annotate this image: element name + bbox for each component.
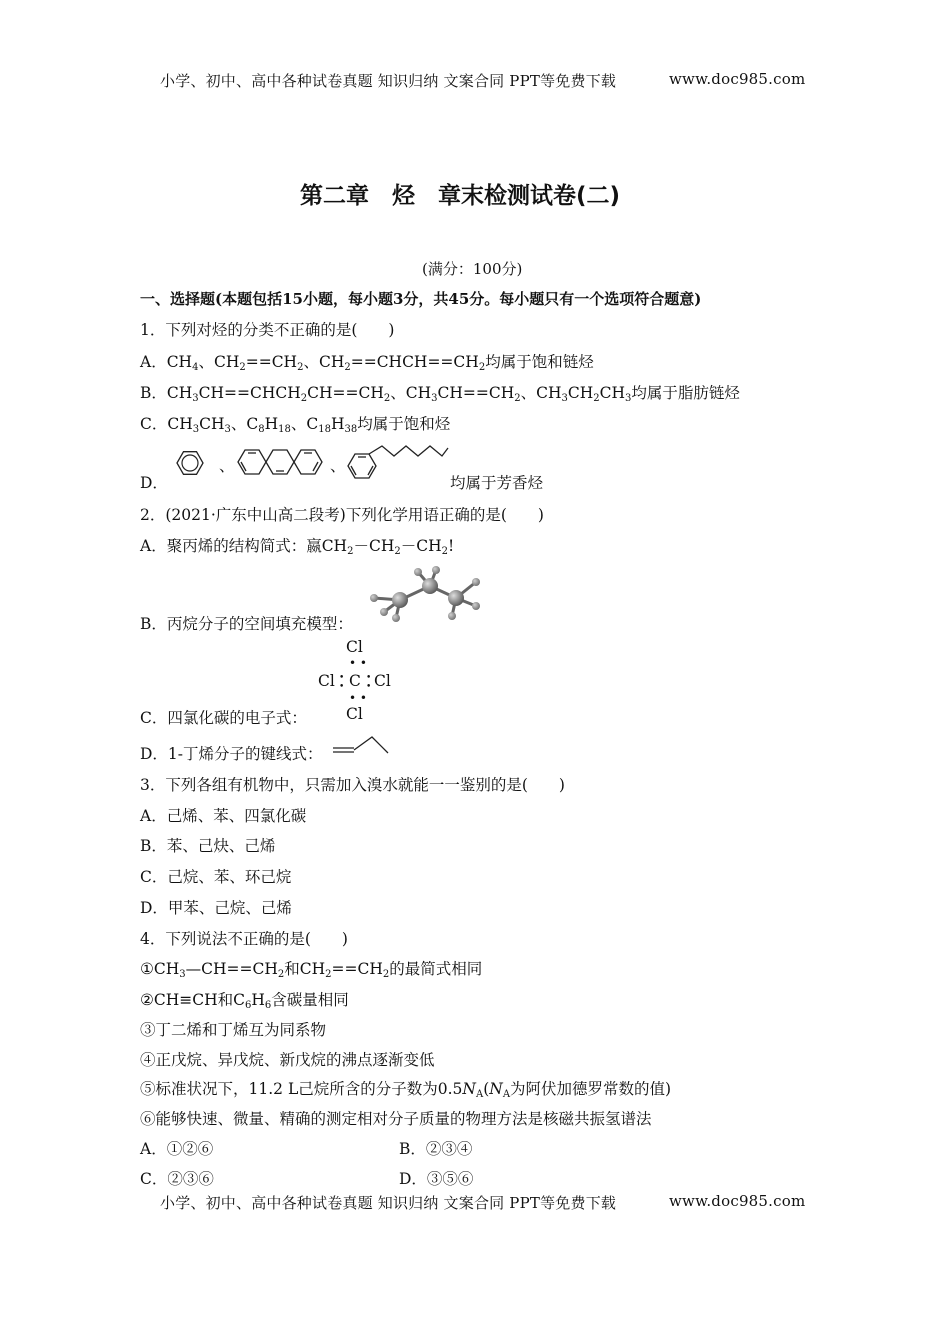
q2-option-b: B．丙烷分子的空间填充模型： <box>140 615 353 633</box>
q4-statement-2: ②CH≡CH和$C_6H_6$含碳量相同 <box>140 991 349 1011</box>
q1-option-a: A．$CH_4$、$CH_2==CH_2$、$CH_2==CHCH==CH_2$均属于饱和链烃 <box>140 353 594 373</box>
q2-stem: 2．(2021·广东中山高二段考)下列化学用语正确的是( ) <box>140 506 544 524</box>
butene-skeletal-formula <box>330 734 392 758</box>
q3-option-d: D．甲苯、己烷、己烯 <box>140 899 292 917</box>
q1-option-c: C．$CH_3CH_3$、$C_8H_{18}$、$C_{18}H_{38}$均属于饱和烃 <box>140 415 451 435</box>
q2-option-d: D．1-丁烯分子的键线式： <box>140 745 323 763</box>
q4-option-b: B．②③④ <box>399 1140 473 1158</box>
q4-statement-4: ④正戊烷、异戊烷、新戊烷的沸点逐渐变低 <box>140 1051 435 1069</box>
q4-option-d: D．③⑤⑥ <box>399 1170 474 1188</box>
q4-stem: 4．下列说法不正确的是( ) <box>140 930 348 948</box>
ccl4-dots-bottom: • • <box>349 691 367 705</box>
benzene-structure <box>166 442 214 484</box>
q4-option-a: A．①②⑥ <box>140 1140 214 1158</box>
alkylbenzene-structure <box>344 436 452 488</box>
q3-option-c: C．己烷、苯、环己烷 <box>140 868 292 886</box>
ccl4-dots-top: • • <box>349 656 367 670</box>
q3-option-b: B．苯、己炔、己烯 <box>140 837 276 855</box>
ccl4-cl-bottom: Cl <box>346 705 363 723</box>
q2-option-a: A．聚丙烯的结构简式：嬴$CH_2-CH_2-CH_2$! <box>140 537 455 557</box>
ccl4-cl-top: Cl <box>346 638 363 656</box>
ccl4-cl-right: Cl <box>374 672 391 690</box>
q1-option-b: B．$CH_3CH==CHCH_2CH==CH_2$、$CH_3CH==CH_2$、$CH_3CH_2CH_3$均属于脂肪链烃 <box>140 384 740 404</box>
q1-option-d-label: D． <box>140 474 168 492</box>
header-promo-text: 小学、初中、高中各种试卷真题 知识归纳 文案合同 PPT等免费下载 <box>160 72 617 90</box>
propane-space-filling-model <box>364 562 488 626</box>
q4-statement-3: ③丁二烯和丁烯互为同系物 <box>140 1021 327 1039</box>
page-title: 第二章 烃 章末检测试卷(二) <box>300 183 621 209</box>
q1-d-separator-1: 、 <box>219 457 235 475</box>
q4-option-c: C．②③⑥ <box>140 1170 214 1188</box>
q1-option-d-tail: 均属于芳香烃 <box>450 474 544 492</box>
footer-site-url[interactable]: www.doc985.com <box>669 1192 806 1210</box>
ccl4-cl-left: Cl <box>318 672 335 690</box>
anthracene-structure <box>234 436 328 488</box>
q3-option-a: A．己烯、苯、四氯化碳 <box>140 807 307 825</box>
ccl4-carbon: C <box>349 672 361 690</box>
q4-statement-5: ⑤标准状况下，11.2 L己烷所含的分子数为$0.5N_A(N_A$为阿伏加德罗常数的值) <box>140 1080 672 1100</box>
q1-stem: 1．下列对烃的分类不正确的是( ) <box>140 321 395 339</box>
q4-statement-6: ⑥能够快速、微量、精确的测定相对分子质量的物理方法是核磁共振氢谱法 <box>140 1110 652 1128</box>
q3-stem: 3．下列各组有机物中，只需加入溴水就能一一鉴别的是( ) <box>140 776 565 794</box>
header-site-url[interactable]: www.doc985.com <box>669 70 806 88</box>
ccl4-dots-right: • • <box>366 673 372 692</box>
q2-option-c: C．四氯化碳的电子式： <box>140 709 307 727</box>
q1-d-separator-2: 、 <box>330 457 346 475</box>
section-heading: 一、选择题(本题包括15小题，每小题3分，共45分。每小题只有一个选项符合题意) <box>140 290 702 308</box>
ccl4-dots-left: • • <box>339 673 345 692</box>
full-score: (满分：100分) <box>422 260 523 278</box>
footer-promo-text: 小学、初中、高中各种试卷真题 知识归纳 文案合同 PPT等免费下载 <box>160 1194 617 1212</box>
q4-statement-1: $①CH_3—CH==CH_2$和$CH_2==CH_2$的最简式相同 <box>140 960 483 980</box>
